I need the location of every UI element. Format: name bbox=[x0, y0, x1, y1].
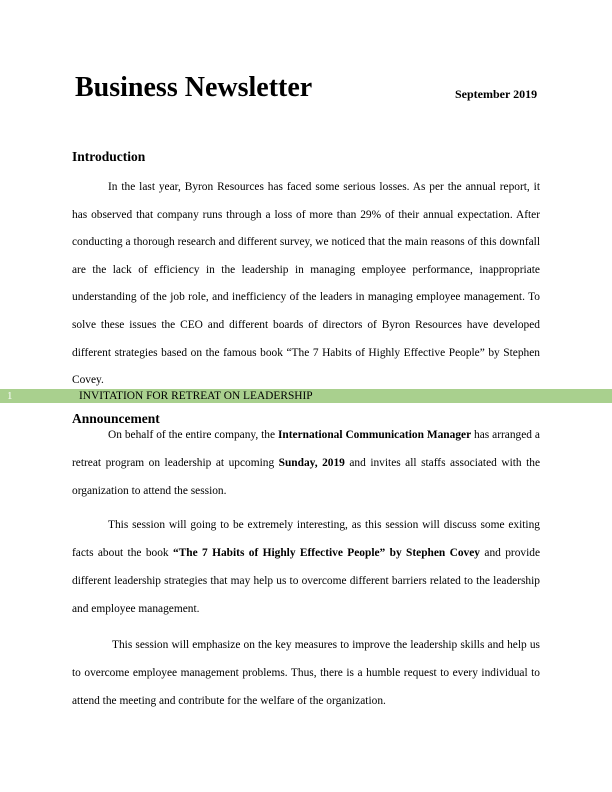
announcement-paragraph-3: This session will emphasize on the key measures to improve the leadership skills and help us to overcome employee management problems. Thus, there is a humble request to every individual to attend the meeting and contribute for the welfare of the organization. bbox=[72, 639, 540, 707]
newsletter-title: Business Newsletter bbox=[75, 72, 313, 103]
p2-text-c: and provide different leadership strategies that may help us to overcome different barriers related to the leadership and employee management. bbox=[72, 547, 540, 615]
announcement-paragraph-2 bbox=[72, 511, 540, 623]
p1-text-c: has arranged a retreat program on leadership at upcoming bbox=[72, 429, 540, 469]
p2-bold-book: “The 7 Habits of Highly Effective People” by Stephen Covey bbox=[173, 547, 481, 559]
introduction-paragraph: In the last year, Byron Resources has faced some serious losses. As per the annual report, it has observed that company runs through a loss of more than 29% of their annual expectation. After conducting a thorough research and different survey, we noticed that the main reasons of this downfall are the lack of efficiency in the leadership in managing employee performance, inappropriate understanding of the job role, and inefficiency of the leaders in managing employee management. To solve these issues the CEO and different boards of directors of Byron Resources have developed different strategies based on the famous book “The 7 Habits of Highly Effective People” by Stephen Covey. bbox=[72, 181, 540, 387]
band-title: INVITATION FOR RETREAT ON LEADERSHIP bbox=[79, 390, 313, 402]
announcement-paragraph-1 bbox=[72, 421, 540, 505]
p1-bold-manager: International Communication Manager bbox=[277, 429, 472, 441]
newsletter-date: September 2019 bbox=[455, 87, 538, 101]
band-number: 1 bbox=[7, 390, 13, 402]
p1-bold-date: Sunday, 2019 bbox=[278, 457, 345, 469]
p1-text-e: and invites all staffs associated with the organization to attend the session. bbox=[72, 457, 541, 497]
introduction-heading: Introduction bbox=[72, 149, 146, 164]
section-band bbox=[0, 389, 612, 403]
p1-text-a: On behalf of the entire company, the bbox=[108, 429, 278, 441]
p2-text-a: This session will going to be extremely interesting, as this session will discuss some exiting facts about the book bbox=[72, 519, 540, 559]
announcement-heading: Announcement bbox=[72, 411, 160, 426]
